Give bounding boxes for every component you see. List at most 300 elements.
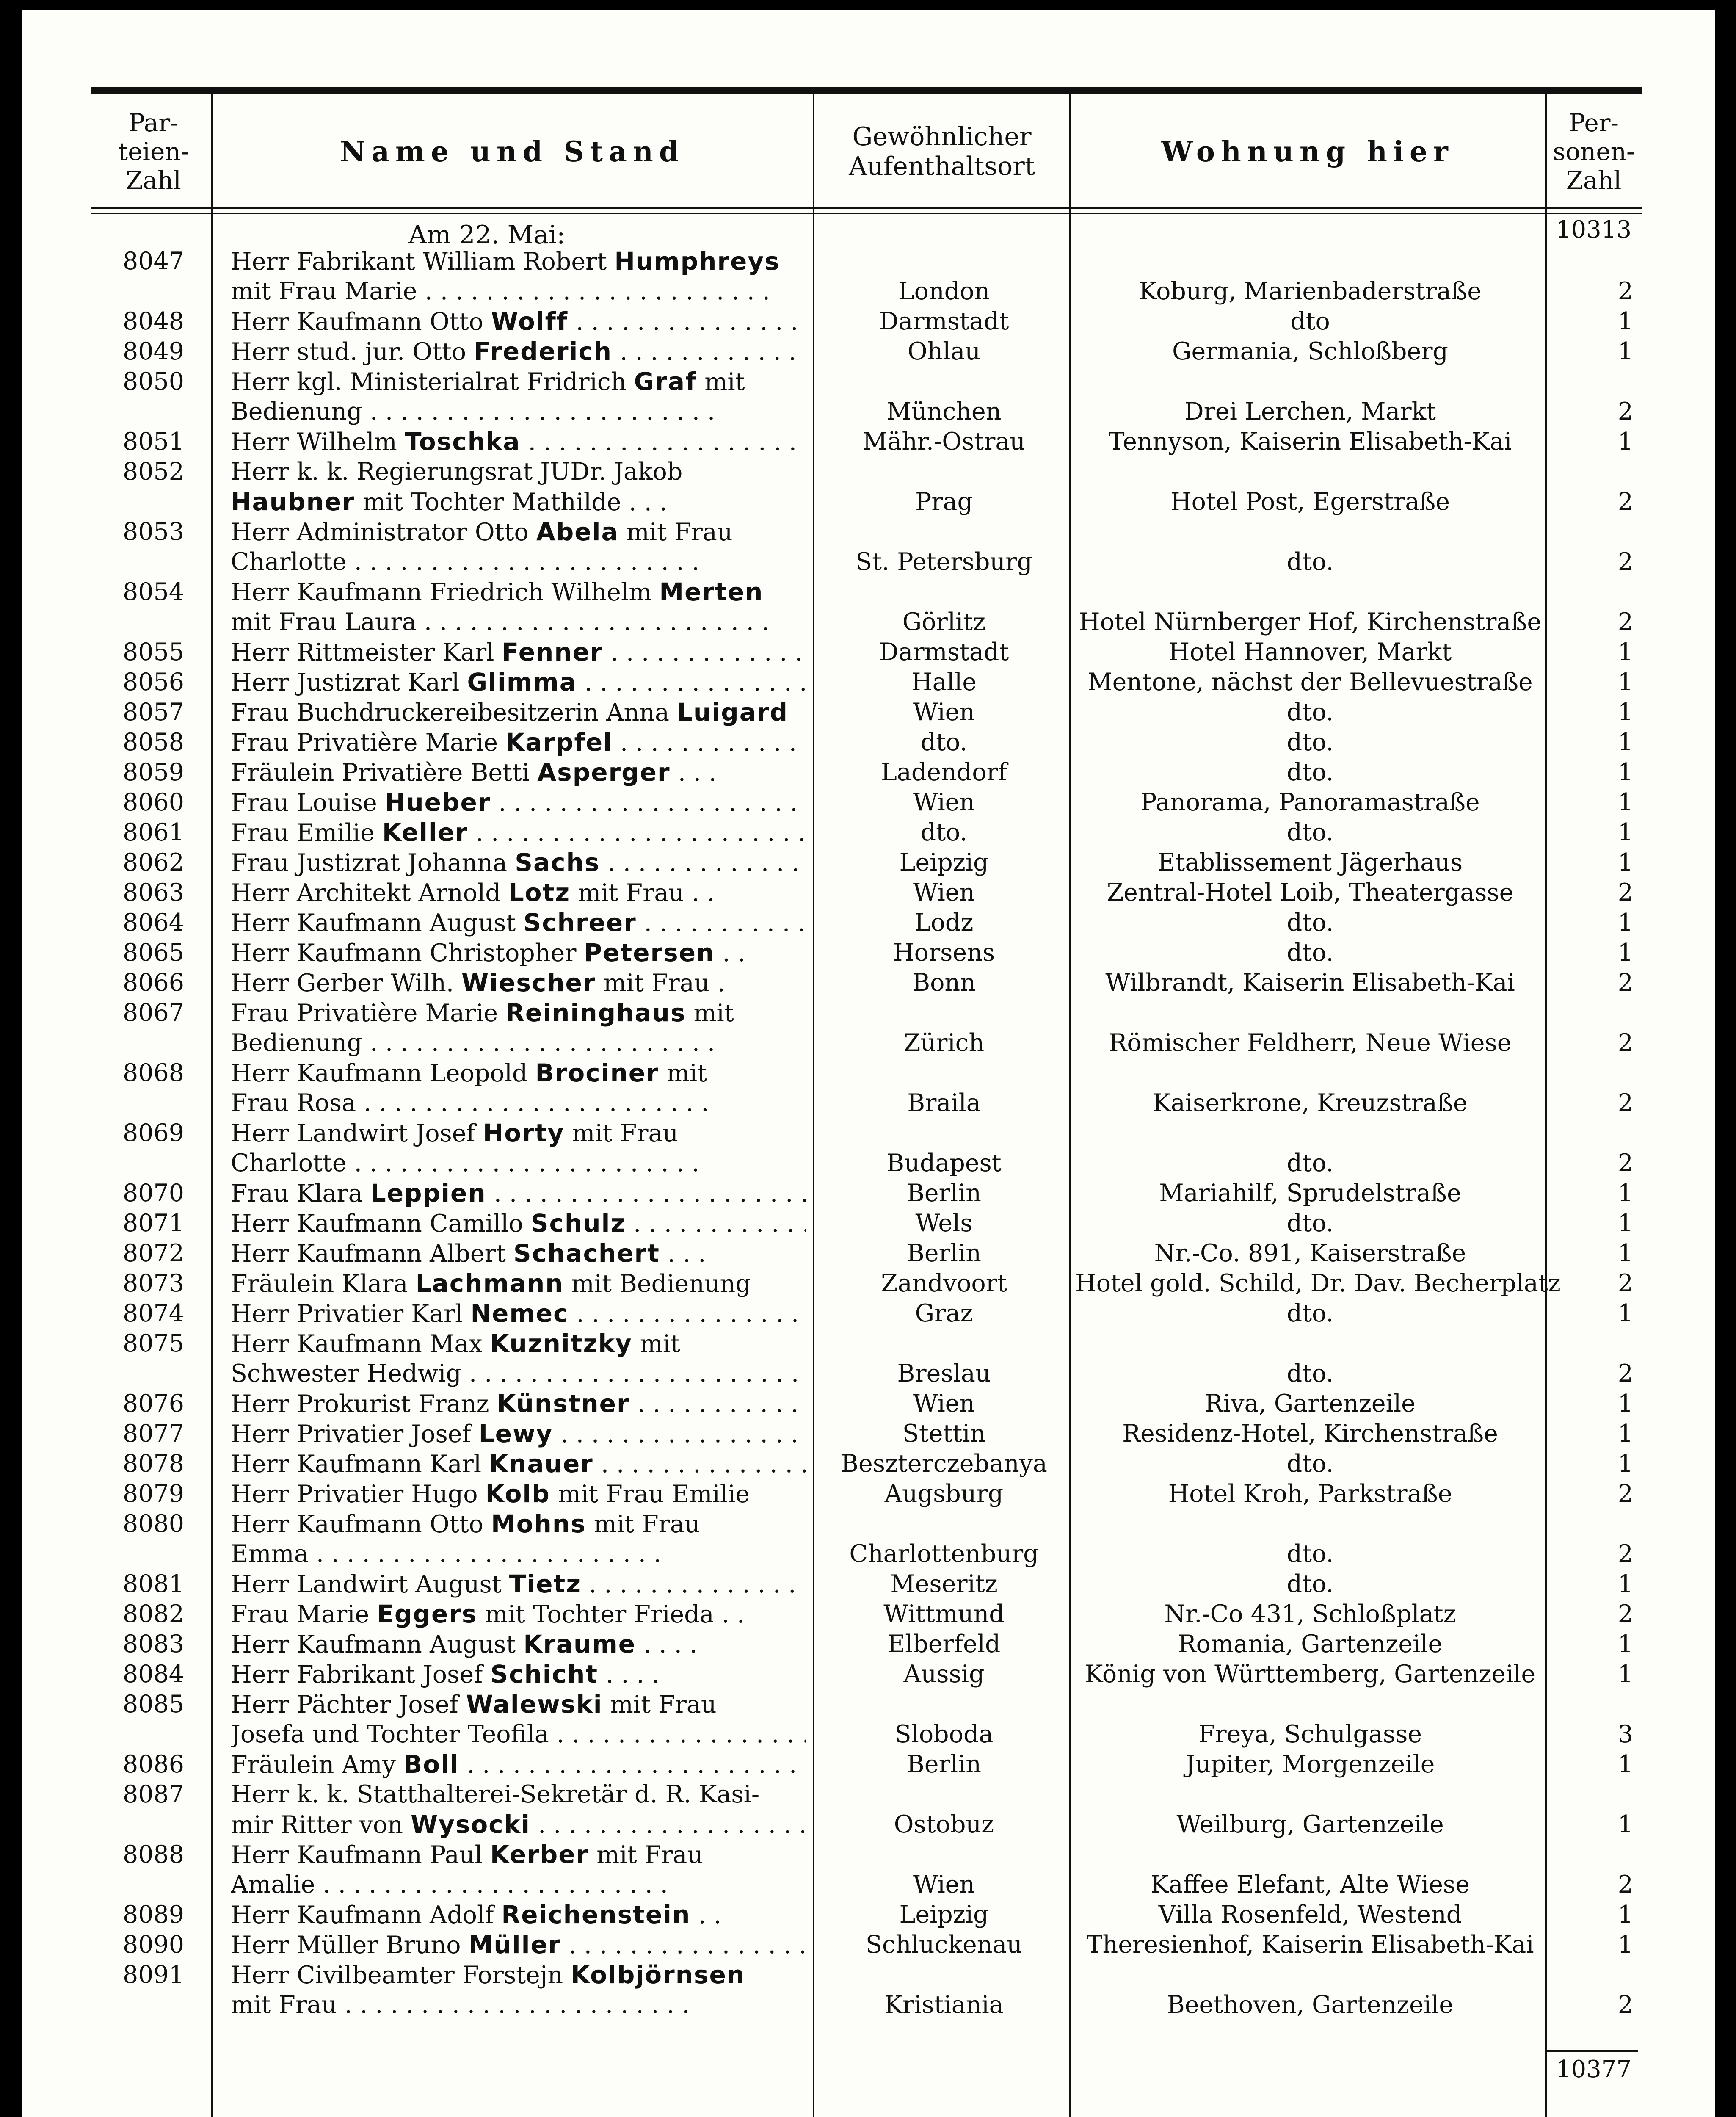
name-text: Herr Wilhelm: [231, 428, 405, 456]
table-row: [0, 1930, 1736, 1960]
name-and-status: [231, 367, 806, 397]
name-and-status: [231, 397, 806, 427]
name-text: Herr Rittmeister Karl: [231, 638, 502, 666]
table-row: [0, 1990, 1736, 2020]
header-num-line1: Par-: [128, 108, 179, 137]
leader-dots: [549, 1720, 806, 1748]
persons-count: 1: [1617, 1901, 1633, 1929]
table-row: [0, 1178, 1736, 1208]
surname: Künstner: [497, 1389, 630, 1418]
name-and-status: [231, 1840, 806, 1870]
name-suffix: mit: [632, 1330, 680, 1358]
name-and-status: [231, 1960, 806, 1990]
name-text: Herr Privatier Josef: [231, 1420, 479, 1448]
lodging-here: dto.: [1286, 939, 1334, 967]
name-suffix: . . . .: [598, 1661, 660, 1689]
header-bottom-rule: [91, 207, 1642, 209]
table-row: [0, 998, 1736, 1028]
name-and-status: [231, 1269, 806, 1299]
persons-count: 1: [1617, 788, 1633, 816]
surname: Kolb: [485, 1479, 550, 1508]
name-and-status: [231, 968, 806, 998]
surname: Hueber: [384, 788, 491, 817]
table-row: [0, 727, 1736, 757]
party-number: 8053: [123, 518, 185, 546]
lodging-here: Villa Rosenfeld, Westend: [1158, 1901, 1462, 1929]
surname: Haubner: [231, 487, 355, 516]
party-number: 8085: [123, 1690, 185, 1718]
surname: Toschka: [404, 427, 521, 456]
party-number: 8084: [123, 1660, 185, 1688]
persons-count: 2: [1617, 277, 1633, 305]
party-number: 8067: [123, 999, 185, 1027]
name-suffix: mit Frau: [602, 1691, 717, 1719]
name-text: Herr Fabrikant Josef: [231, 1661, 491, 1689]
surname: Wolff: [491, 307, 569, 336]
party-number: 8048: [123, 307, 185, 335]
usual-residence: Leipzig: [899, 848, 989, 876]
usual-residence: St. Petersburg: [856, 548, 1032, 576]
party-number: 8049: [123, 337, 185, 365]
lodging-here: dto.: [1286, 698, 1334, 726]
name-suffix: mit Tochter Mathilde . . .: [355, 488, 668, 516]
table-row: [0, 1058, 1736, 1088]
party-number: 8083: [123, 1630, 185, 1658]
name-suffix: mit Frau: [586, 1510, 700, 1538]
table-row: [0, 1148, 1736, 1178]
surname: Nemec: [470, 1299, 569, 1328]
surname: Keller: [382, 818, 468, 847]
table-row: [0, 517, 1736, 547]
lodging-here: dto.: [1286, 1570, 1334, 1598]
table-row: [0, 637, 1736, 667]
table-row: [0, 1539, 1736, 1569]
name-text: mit Frau: [231, 1991, 337, 2019]
name-text: Frau Rosa: [231, 1089, 356, 1117]
party-number: 8061: [123, 818, 185, 846]
lodging-here: Mariahilf, Sprudelstraße: [1159, 1179, 1461, 1207]
usual-residence: dto.: [920, 728, 968, 756]
leader-dots: [486, 1180, 806, 1208]
name-and-status: [231, 607, 806, 637]
persons-count: 1: [1617, 1299, 1633, 1327]
header-name-und-stand: Name und Stand: [339, 135, 685, 168]
name-text: Fräulein Amy: [231, 1751, 404, 1779]
surname: Leppien: [370, 1179, 486, 1208]
name-text: Herr Kaufmann Max: [231, 1330, 490, 1358]
table-row: [0, 1028, 1736, 1058]
lodging-here: dto.: [1286, 548, 1334, 576]
usual-residence: Lodz: [914, 909, 974, 937]
name-and-status: [231, 1449, 806, 1479]
lodging-here: Kaffee Elefant, Alte Wiese: [1151, 1871, 1470, 1899]
usual-residence: Wien: [913, 788, 975, 816]
lodging-here: dto.: [1286, 1540, 1334, 1568]
usual-residence: Sloboda: [894, 1720, 994, 1748]
lodging-here: Jupiter, Morgenzeile: [1185, 1750, 1435, 1778]
surname: Mohns: [491, 1509, 586, 1538]
name-and-status: [231, 1118, 806, 1149]
persons-count: 1: [1617, 1209, 1633, 1237]
name-and-status: [231, 1719, 806, 1749]
leader-dots: [637, 909, 806, 937]
name-suffix: . .: [690, 1901, 721, 1929]
table-row: [0, 1599, 1736, 1629]
name-and-status: [231, 1599, 806, 1630]
surname: Kuznitzky: [490, 1329, 632, 1358]
persons-count: 2: [1617, 1480, 1633, 1508]
usual-residence: Aussig: [903, 1660, 985, 1688]
surname: Kerber: [490, 1840, 589, 1869]
lodging-here: König von Württemberg, Gartenzeile: [1085, 1660, 1536, 1688]
usual-residence: Elberfeld: [887, 1630, 1001, 1658]
persons-count: 1: [1617, 1420, 1633, 1448]
persons-count: 2: [1617, 1089, 1633, 1117]
leader-dots: [461, 1360, 806, 1387]
name-and-status: [231, 998, 806, 1028]
lodging-here: dto.: [1286, 758, 1334, 786]
table-row: [0, 1840, 1736, 1870]
name-and-status: [231, 1900, 806, 1930]
lodging-here: Riva, Gartenzeile: [1205, 1390, 1416, 1418]
persons-count: 2: [1617, 969, 1633, 997]
table-row: [0, 938, 1736, 968]
name-text: Herr Landwirt August: [231, 1570, 509, 1598]
surname: Wiescher: [461, 968, 596, 997]
usual-residence: Zandvoort: [881, 1269, 1007, 1297]
carry-over-total: 10313: [1556, 216, 1632, 243]
usual-residence: Charlottenburg: [849, 1540, 1039, 1568]
name-and-status: [231, 1930, 806, 1960]
usual-residence: Wittmund: [883, 1600, 1005, 1628]
persons-count: 2: [1617, 1360, 1633, 1387]
header-from-line1: Gewöhnlicher: [852, 122, 1032, 152]
surname: Schicht: [490, 1660, 599, 1689]
name-and-status: [231, 637, 806, 668]
name-and-status: [231, 276, 806, 307]
table-row: [0, 577, 1736, 607]
name-and-status: [231, 848, 806, 878]
name-and-status: [231, 697, 806, 728]
surname: Frederich: [474, 337, 613, 366]
name-and-status: [231, 1148, 806, 1178]
persons-count: 3: [1617, 1720, 1633, 1748]
lodging-here: Zentral-Hotel Loib, Theatergasse: [1107, 879, 1514, 906]
party-number: 8068: [123, 1059, 185, 1087]
persons-count: 1: [1617, 337, 1633, 365]
leader-dots: [626, 1210, 806, 1238]
table-row: [0, 1329, 1736, 1359]
party-number: 8076: [123, 1390, 185, 1418]
sum-rule-top: [1547, 2050, 1638, 2052]
name-text: Herr stud. jur. Otto: [231, 338, 474, 366]
table-row: [0, 337, 1736, 367]
table-row: [0, 1569, 1736, 1599]
party-number: 8063: [123, 879, 185, 906]
surname: Petersen: [584, 938, 715, 967]
lodging-here: Koburg, Marienbaderstraße: [1139, 277, 1482, 305]
name-text: Charlotte: [231, 1149, 347, 1177]
name-text: Frau Privatière Marie: [231, 999, 506, 1027]
name-text: Herr Landwirt Josef: [231, 1119, 483, 1147]
name-text: Herr k. k. Regierungsrat JUDr. Jakob: [231, 458, 683, 486]
surname: Horty: [483, 1119, 565, 1147]
name-text: Herr kgl. Ministerialrat Fridrich: [231, 368, 634, 396]
name-suffix: mit Frau: [564, 1119, 679, 1147]
persons-count: 1: [1617, 1660, 1633, 1688]
persons-count: 2: [1617, 1991, 1633, 2019]
party-number: 8077: [123, 1420, 185, 1448]
name-suffix: mit Tochter Frieda . .: [477, 1600, 745, 1628]
name-suffix: mit: [686, 999, 734, 1027]
lodging-here: dto.: [1286, 1299, 1334, 1327]
party-number: 8069: [123, 1119, 185, 1147]
name-and-status: [231, 427, 806, 457]
lodging-here: Germania, Schloßberg: [1172, 337, 1448, 365]
name-and-status: [231, 788, 806, 818]
name-text: Frau Klara: [231, 1180, 370, 1208]
name-text: Frau Privatière Marie: [231, 729, 506, 757]
leader-dots: [568, 308, 806, 336]
surname: Luigard: [677, 698, 788, 727]
name-text: Herr Justizrat Karl: [231, 669, 467, 696]
name-and-status: [231, 1659, 806, 1690]
name-and-status: [231, 1689, 806, 1720]
header-wohnung-hier: Wohnung hier: [1161, 135, 1454, 168]
persons-count: 1: [1617, 939, 1633, 967]
lodging-here: Römischer Feldherr, Neue Wiese: [1109, 1029, 1512, 1057]
lodging-here: Nr.-Co 431, Schloßplatz: [1164, 1600, 1456, 1628]
table-row: [0, 1359, 1736, 1389]
persons-count: 1: [1617, 1179, 1633, 1207]
lodging-here: Romania, Gartenzeile: [1178, 1630, 1443, 1658]
persons-count: 1: [1617, 698, 1633, 726]
party-number: 8054: [123, 578, 185, 606]
table-row: [0, 1479, 1736, 1509]
party-number: 8058: [123, 728, 185, 756]
name-text: Herr Gerber Wilh.: [231, 969, 462, 997]
name-text: Fräulein Privatière Betti: [231, 759, 538, 787]
name-and-status: [231, 1780, 806, 1810]
usual-residence: Horsens: [893, 939, 995, 967]
table-row: [0, 1780, 1736, 1810]
table-row: [0, 878, 1736, 908]
leader-dots: [347, 548, 699, 576]
name-suffix: mit: [697, 368, 745, 396]
header-personen-zahl: [1547, 97, 1640, 205]
persons-count: 1: [1617, 1390, 1633, 1418]
name-text: Herr Kaufmann Friedrich Wilhelm: [231, 578, 660, 606]
name-and-status: [231, 1359, 806, 1389]
table-row: [0, 1389, 1736, 1419]
usual-residence: Beszterczebanya: [841, 1450, 1047, 1478]
persons-count: 1: [1617, 428, 1633, 456]
table-row: [0, 1960, 1736, 1990]
leader-dots: [309, 1540, 661, 1568]
lodging-here: dto.: [1286, 818, 1334, 846]
persons-count: 1: [1617, 1630, 1633, 1658]
party-number: 8074: [123, 1299, 185, 1327]
final-total: 10377: [1556, 2056, 1632, 2083]
name-and-status: [231, 1419, 806, 1449]
usual-residence: Mähr.-Ostrau: [862, 428, 1026, 456]
party-number: 8065: [123, 939, 185, 967]
party-number: 8090: [123, 1931, 185, 1959]
party-number: 8079: [123, 1480, 185, 1508]
surname: Merten: [659, 578, 764, 606]
name-and-status: [231, 307, 806, 337]
party-number: 8080: [123, 1510, 185, 1538]
lodging-here: Hotel Hannover, Markt: [1168, 638, 1452, 666]
persons-count: 2: [1617, 1871, 1633, 1899]
table-row: [0, 1238, 1736, 1269]
surname: Lachmann: [415, 1269, 564, 1298]
usual-residence: Bonn: [912, 969, 976, 997]
table-row: [0, 1749, 1736, 1780]
usual-residence: Ohlau: [907, 337, 981, 365]
party-number: 8064: [123, 909, 185, 937]
surname: Karpfel: [505, 728, 613, 757]
table-row: [0, 457, 1736, 487]
surname: Reichenstein: [501, 1900, 691, 1929]
lodging-here: Etablissement Jägerhaus: [1157, 848, 1463, 876]
lodging-here: Freya, Schulgasse: [1198, 1720, 1422, 1748]
party-number: 8066: [123, 969, 185, 997]
lodging-here: Hotel gold. Schild, Dr. Dav. Becherplatz: [1075, 1269, 1561, 1297]
name-suffix: . . .: [670, 759, 717, 787]
leader-dots: [630, 1390, 806, 1418]
name-text: Herr Pächter Josef: [231, 1691, 466, 1719]
header-count-line1: Per-: [1568, 108, 1619, 137]
name-suffix: mit Frau: [618, 518, 733, 546]
persons-count: 2: [1617, 1540, 1633, 1568]
party-number: 8057: [123, 698, 185, 726]
name-and-status: [231, 757, 806, 788]
name-and-status: [231, 1028, 806, 1058]
name-text: Herr Fabrikant William Robert: [231, 248, 615, 276]
name-and-status: [231, 667, 806, 698]
usual-residence: Darmstadt: [879, 638, 1009, 666]
name-text: Herr Privatier Hugo: [231, 1480, 486, 1508]
leader-dots: [613, 729, 806, 757]
surname: Humphreys: [614, 247, 780, 276]
surname: Lotz: [508, 878, 571, 907]
persons-count: 1: [1617, 1750, 1633, 1778]
party-number: 8078: [123, 1450, 185, 1478]
leader-dots: [577, 669, 806, 696]
lodging-here: Drei Lerchen, Markt: [1184, 398, 1436, 426]
name-text: Bedienung: [231, 1029, 362, 1057]
surname: Schachert: [513, 1239, 660, 1268]
leader-dots: [603, 638, 806, 666]
name-text: Frau Justizrat Johanna: [231, 849, 515, 877]
name-and-status: [231, 1870, 806, 1900]
surname: Knauer: [489, 1449, 593, 1478]
usual-residence: Schluckenau: [865, 1931, 1023, 1959]
surname: Schulz: [530, 1209, 626, 1238]
leader-dots: [600, 849, 806, 877]
table-row: [0, 1088, 1736, 1118]
name-text: Herr Kaufmann August: [231, 909, 524, 937]
name-and-status: [231, 1058, 806, 1089]
surname: Abela: [536, 517, 619, 546]
name-text: Frau Marie: [231, 1600, 377, 1628]
persons-count: 2: [1617, 879, 1633, 906]
party-number: 8059: [123, 758, 185, 786]
usual-residence: Meseritz: [890, 1570, 998, 1598]
header-num-line3: Zahl: [126, 166, 181, 195]
name-text: Frau Buchdruckereibesitzerin Anna: [231, 699, 677, 727]
table-row: [0, 1689, 1736, 1719]
usual-residence: Wien: [913, 1390, 975, 1418]
lodging-here: dto.: [1286, 728, 1334, 756]
table-row: [0, 1299, 1736, 1329]
name-and-status: [231, 1088, 806, 1118]
leader-dots: [569, 1300, 807, 1328]
surname: Kolbjörnsen: [571, 1960, 745, 1989]
lodging-here: dto.: [1286, 1450, 1334, 1478]
name-suffix: mit Frau .: [596, 969, 725, 997]
usual-residence: Prag: [915, 488, 973, 516]
party-number: 8091: [123, 1961, 185, 1989]
name-suffix: mit Frau: [589, 1841, 703, 1869]
surname: Eggers: [377, 1600, 477, 1628]
name-and-status: [231, 818, 806, 848]
table-row: [0, 1900, 1736, 1930]
usual-residence: Görlitz: [902, 608, 986, 636]
table-row: [0, 547, 1736, 577]
persons-count: 1: [1617, 307, 1633, 335]
lodging-here: dto.: [1286, 1209, 1334, 1237]
persons-count: 2: [1617, 1600, 1633, 1628]
usual-residence: Wels: [915, 1209, 973, 1237]
name-text: Emma: [231, 1540, 309, 1568]
persons-count: 2: [1617, 488, 1633, 516]
party-number: 8087: [123, 1780, 185, 1808]
header-num-line2: teien-: [118, 137, 189, 166]
name-and-status: [231, 938, 806, 968]
party-number: 8050: [123, 368, 185, 395]
usual-residence: Darmstadt: [879, 307, 1009, 335]
party-number: 8055: [123, 638, 185, 666]
party-number: 8073: [123, 1269, 185, 1297]
lodging-here: Tennyson, Kaiserin Elisabeth-Kai: [1108, 428, 1512, 456]
lodging-here: Nr.-Co. 891, Kaiserstraße: [1154, 1239, 1466, 1267]
usual-residence: Ladendorf: [881, 758, 1007, 786]
leader-dots: [468, 819, 806, 847]
leader-dots: [530, 1811, 806, 1839]
leader-dots: [581, 1570, 806, 1598]
table-row: [0, 1419, 1736, 1449]
persons-count: 2: [1617, 1269, 1633, 1297]
persons-count: 1: [1617, 1239, 1633, 1267]
name-suffix: . . .: [660, 1240, 706, 1268]
name-text: Herr k. k. Statthalterei-Sekretär d. R. Kasi-: [231, 1780, 760, 1808]
lodging-here: Residenz-Hotel, Kirchenstraße: [1122, 1420, 1498, 1448]
leader-dots: [362, 1029, 715, 1057]
persons-count: 1: [1617, 1931, 1633, 1959]
surname: Sachs: [515, 848, 600, 877]
name-and-status: [231, 1299, 806, 1329]
name-and-status: [231, 246, 806, 277]
name-text: Herr Kaufmann Albert: [231, 1240, 513, 1268]
name-and-status: [231, 1509, 806, 1539]
party-number: 8070: [123, 1179, 185, 1207]
usual-residence: Berlin: [906, 1179, 982, 1207]
usual-residence: Berlin: [906, 1750, 982, 1778]
name-text: Herr Kaufmann Karl: [231, 1450, 489, 1478]
leader-dots: [593, 1450, 806, 1478]
